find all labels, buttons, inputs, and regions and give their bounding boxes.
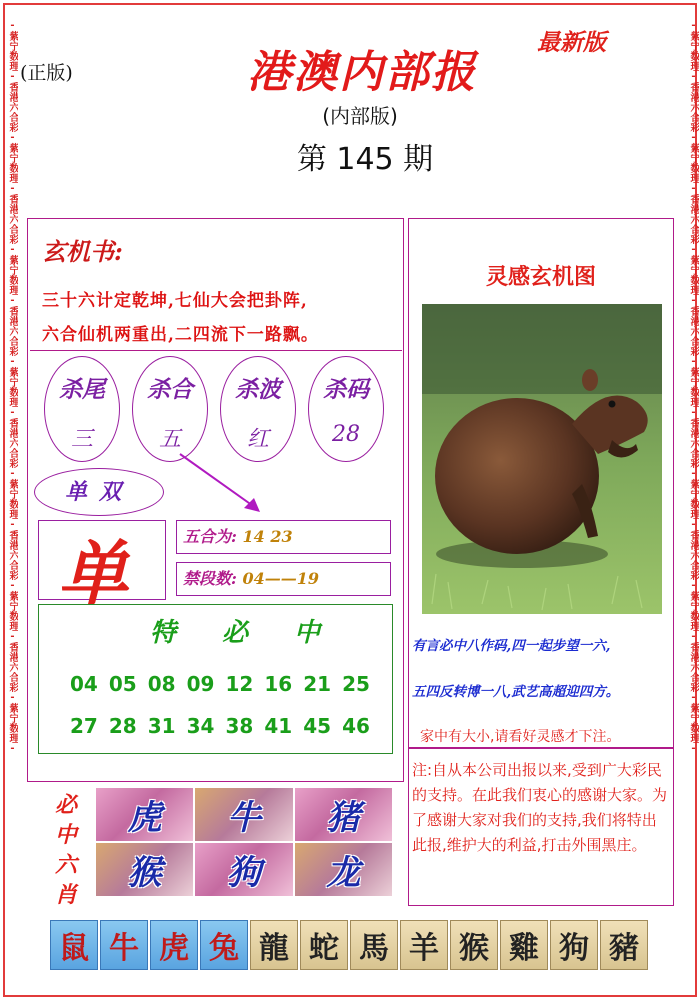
special-title-char: 特 <box>150 618 177 648</box>
number: 08 <box>147 672 176 696</box>
guess-label: 杀码 <box>323 376 369 403</box>
number: 16 <box>264 672 293 696</box>
guess-value: 红 <box>246 427 269 452</box>
number: 38 <box>225 714 254 738</box>
guess-value: 28 <box>332 422 360 447</box>
guess-tail <box>44 356 120 462</box>
newest-badge: 最新版 <box>537 29 606 56</box>
zodiac-cell: 牛 <box>195 788 292 841</box>
page-title: 港澳内部报 <box>247 47 477 98</box>
label-char: 中 <box>54 822 77 848</box>
label-char: 必 <box>54 792 77 818</box>
zodiac-tile: 羊 <box>400 920 448 970</box>
zodiac-tile: 狗 <box>550 920 598 970</box>
number: 27 <box>70 714 98 738</box>
number: 28 <box>108 714 137 738</box>
mystery-line-2: 六合仙机两重出,二四流下一路飘。 <box>42 325 319 345</box>
agouti-photo <box>422 304 662 614</box>
odd-even-oval: 单双 <box>34 468 164 516</box>
number: 04 <box>70 672 98 696</box>
guess-number <box>308 356 384 462</box>
issue-number: 第 145 期 <box>296 142 434 177</box>
label-char: 肖 <box>54 882 77 908</box>
number: 45 <box>303 714 332 738</box>
edition-tag: (正版) <box>20 62 73 84</box>
special-row-2 <box>70 714 370 738</box>
big-char: 单 <box>58 532 128 615</box>
guess-label: 杀合 <box>147 376 193 403</box>
zodiac-tile: 蛇 <box>300 920 348 970</box>
zodiac-tile: 兔 <box>200 920 248 970</box>
guess-label: 杀尾 <box>59 376 105 403</box>
zodiac-tile: 猴 <box>450 920 498 970</box>
number: 41 <box>264 714 293 738</box>
zodiac-bar <box>50 920 648 970</box>
riddle-line-1: 有言必中八作码,四一起步望一六, <box>412 638 611 654</box>
zodiac-pick-grid <box>96 788 392 896</box>
cut-range-label: 禁段数: <box>183 569 237 588</box>
number: 05 <box>108 672 137 696</box>
special-title-char: 中 <box>293 618 320 648</box>
zodiac-tile: 虎 <box>150 920 198 970</box>
five-he-box <box>176 520 391 554</box>
notice-text: 注:自从本公司出报以来,受到广大彩民的支持。在此我们衷心的感谢大家。为了感谢大家对我们的支持,我们将特出此报,维护大的利益,打击外围黑庄。 <box>412 761 668 854</box>
number: 31 <box>147 714 176 738</box>
figure-hint: 家中有大小,请看好灵感才下注。 <box>420 729 621 745</box>
zodiac-tile: 雞 <box>500 920 548 970</box>
guess-value: 五 <box>158 427 181 452</box>
number: 46 <box>342 714 370 738</box>
special-title <box>150 612 320 649</box>
number: 09 <box>186 672 215 696</box>
cut-range-value: 04——19 <box>242 569 320 588</box>
zodiac-cell: 猪 <box>295 788 392 841</box>
special-title-char: 必 <box>221 618 248 648</box>
five-he-label: 五合为: <box>183 527 237 546</box>
zodiac-tile: 牛 <box>100 920 148 970</box>
guess-label: 杀波 <box>235 376 281 403</box>
zodiac-tile: 豬 <box>600 920 648 970</box>
mystery-line-1: 三十六计定乾坤,七仙大会把卦阵, <box>42 291 308 311</box>
zodiac-cell: 狗 <box>195 843 292 896</box>
zodiac-tile: 鼠 <box>50 920 98 970</box>
riddle-line-2: 五四反转博一八,武艺高超迎四方。 <box>412 684 620 700</box>
cut-range-box <box>176 562 391 596</box>
label-char: 六 <box>54 852 77 878</box>
zodiac-tile: 馬 <box>350 920 398 970</box>
number: 21 <box>303 672 332 696</box>
special-row-1 <box>70 672 370 696</box>
zodiac-cell: 龙 <box>295 843 392 896</box>
arrow-icon <box>170 446 270 518</box>
page-subtitle: (内部版) <box>322 104 398 128</box>
side-slogan-left: -紫宁数理-香港六合彩-紫宁数理-香港六合彩-紫宁数理-香港六合彩-紫宁数理-香港六合彩-紫宁数理-香港六合彩-紫宁数理-香港六合彩-紫宁数理- <box>7 20 18 754</box>
five-he-value: 14 23 <box>242 527 293 546</box>
side-slogan-right: -紫宁数理-香港六合彩-紫宁数理-香港六合彩-紫宁数理-香港六合彩-紫宁数理-香港六合彩-紫宁数理-香港六合彩-紫宁数理-香港六合彩-紫宁数理- <box>688 20 699 754</box>
zodiac-tile: 龍 <box>250 920 298 970</box>
figure-title: 灵感玄机图 <box>485 264 596 290</box>
zodiac-cell: 虎 <box>96 788 193 841</box>
zodiac-pick-label <box>52 790 80 910</box>
guess-value: 三 <box>70 427 93 452</box>
number: 25 <box>342 672 370 696</box>
number: 34 <box>186 714 215 738</box>
number: 12 <box>225 672 254 696</box>
divider <box>30 350 402 351</box>
zodiac-cell: 猴 <box>96 843 193 896</box>
mystery-label: 玄机书: <box>42 237 123 266</box>
